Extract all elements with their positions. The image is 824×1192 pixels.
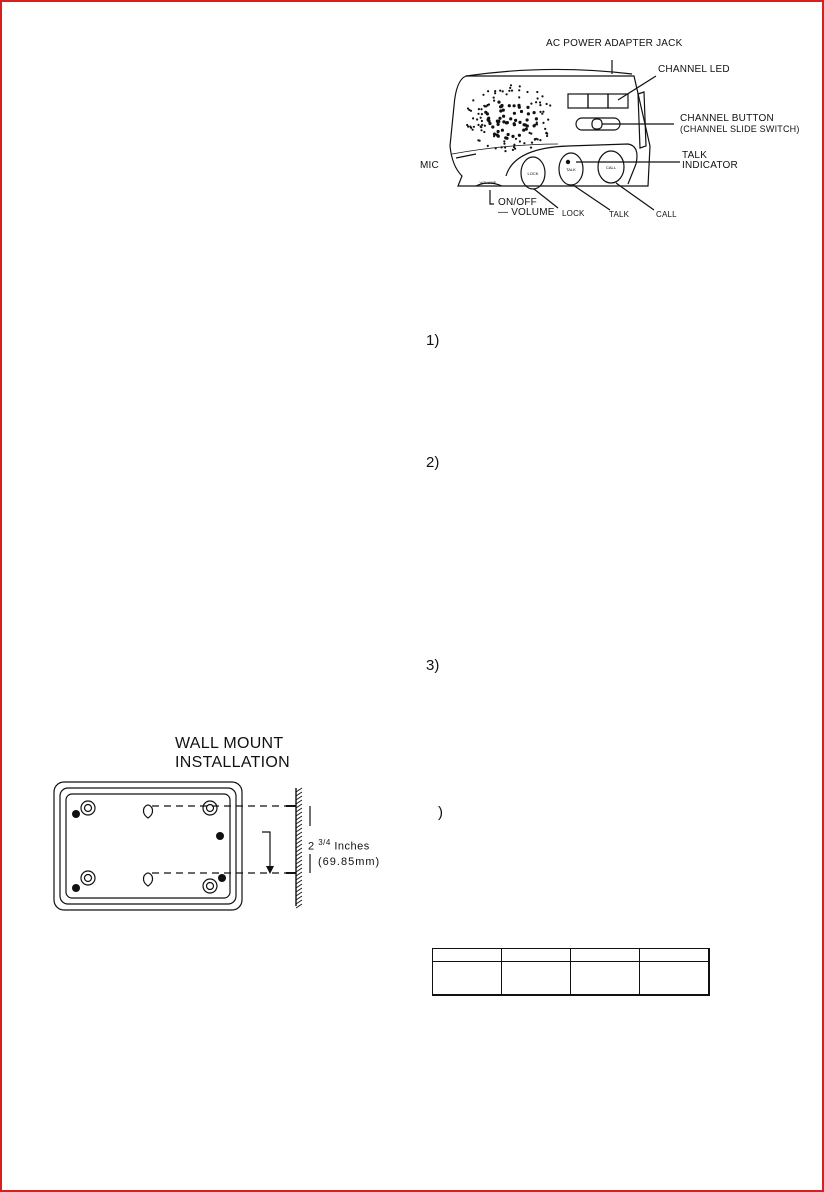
grille-dot <box>487 118 490 121</box>
grille-dot <box>478 108 480 110</box>
grille-dot <box>515 138 517 140</box>
hatch-line <box>296 808 302 812</box>
grille-dot <box>473 126 475 128</box>
grille-dot <box>518 89 520 91</box>
grille-dot <box>480 126 482 128</box>
grille-dot <box>499 109 502 112</box>
wall-mount-title-line1: WALL MOUNT <box>175 735 284 752</box>
callout-talk-indicator-line1: TALK <box>682 150 708 161</box>
grille-dot <box>539 111 541 113</box>
speaker-grille <box>466 84 551 152</box>
grille-dot <box>503 140 505 142</box>
callout-call: CALL <box>656 210 677 219</box>
leader-mic <box>456 154 476 158</box>
hatch-line <box>296 796 302 800</box>
dimension-metric: (69.85mm) <box>318 856 381 868</box>
talk-button-text: TALK <box>566 167 576 172</box>
grille-dot <box>512 149 514 151</box>
grille-dot <box>522 129 525 132</box>
grille-dot <box>491 125 494 128</box>
keyhole-slot-bottom <box>144 873 153 886</box>
grille-dot <box>535 101 537 103</box>
grille-dot <box>539 101 541 103</box>
grille-dot <box>523 142 525 144</box>
hatch-line <box>296 876 302 880</box>
grille-dot <box>537 97 539 99</box>
grille-dot <box>549 104 551 106</box>
hatch-line <box>296 832 302 836</box>
table-cell <box>571 962 640 996</box>
leader-on-off <box>490 190 494 204</box>
callout-lock: LOCK <box>562 209 585 218</box>
grille-dot <box>503 143 505 145</box>
grille-dot <box>518 134 521 137</box>
table-row <box>433 949 710 962</box>
callout-talk-indicator-line2: INDICATOR <box>682 160 738 171</box>
grille-dot <box>545 132 547 134</box>
wall-mount-diagram <box>52 780 312 914</box>
grille-dot <box>534 124 536 126</box>
step-1-number: 1) <box>426 332 440 349</box>
talk-indicator-dot <box>566 160 570 164</box>
grille-dot <box>497 101 500 104</box>
grille-dot <box>518 121 521 124</box>
grille-dot <box>508 90 510 92</box>
base-outer-outline <box>54 782 242 910</box>
grille-dot <box>514 119 517 122</box>
grille-dot <box>517 104 520 107</box>
dot-right-middle <box>216 832 224 840</box>
dot-bottom-left <box>72 884 80 892</box>
hatch-line <box>296 868 302 872</box>
leader-call <box>616 183 654 210</box>
table-row <box>433 962 710 996</box>
grille-dot <box>493 100 495 102</box>
wall-mount-title <box>175 734 290 772</box>
table-cell <box>571 949 640 962</box>
dimension-whole: 2 <box>308 840 315 853</box>
grille-dot <box>480 117 482 119</box>
grille-dot <box>539 139 541 141</box>
hatch-line <box>296 844 302 848</box>
boss-top-right <box>203 801 217 815</box>
leader-channel-led <box>618 76 656 100</box>
grille-dot <box>484 125 486 127</box>
grille-dot <box>472 117 474 119</box>
callout-channel-led: CHANNEL LED <box>658 64 730 75</box>
grille-dot <box>502 115 505 118</box>
callout-mic: MIC <box>420 160 439 171</box>
grille-dot <box>493 97 495 99</box>
grille-dot <box>546 103 548 105</box>
grille-dot <box>513 104 516 107</box>
mount-arrow-shaft <box>262 832 270 868</box>
hatch-line <box>296 884 302 888</box>
grille-dot <box>513 112 516 115</box>
grille-dot <box>526 118 529 121</box>
grille-dot <box>495 147 497 149</box>
grille-dot <box>511 135 514 138</box>
grille-dot <box>535 117 538 120</box>
table-cell <box>640 949 710 962</box>
step-4-number: ) <box>438 804 443 821</box>
grille-dot <box>488 103 490 105</box>
hatch-line <box>296 896 302 900</box>
grille-dot <box>536 91 538 93</box>
hatch-line <box>296 828 302 832</box>
grille-dot <box>501 146 503 148</box>
hatch-line <box>296 836 302 840</box>
grille-dot <box>509 87 511 89</box>
grille-dot <box>544 128 546 130</box>
spec-table-body <box>433 949 710 996</box>
grille-dot <box>523 123 526 126</box>
grille-dot <box>477 124 479 126</box>
hatch-line <box>296 872 302 876</box>
hatch-line <box>296 816 302 820</box>
callout-ac-power-jack: AC POWER ADAPTER JACK <box>546 38 683 49</box>
grille-dot <box>518 96 520 98</box>
callout-channel-button: CHANNEL BUTTON <box>680 113 774 124</box>
grille-dot <box>500 104 503 107</box>
hatch-line <box>296 824 302 828</box>
grille-dot <box>513 122 516 125</box>
grille-dot <box>477 113 479 115</box>
intercom-body-outline <box>450 76 650 186</box>
grille-dot <box>470 127 472 129</box>
grille-dot <box>483 105 485 107</box>
grille-dot <box>494 92 496 94</box>
grille-dot <box>472 99 474 101</box>
grille-dot <box>487 145 489 147</box>
grille-dot <box>530 147 532 149</box>
grille-dot <box>508 104 511 107</box>
intercom-top-edge <box>466 69 632 76</box>
grille-dot <box>542 111 544 113</box>
hatch-line <box>296 852 302 856</box>
grille-dot <box>541 95 543 97</box>
callout-on-off: ON/OFF <box>498 197 537 208</box>
grille-dot <box>496 120 499 123</box>
callout-volume: — VOLUME <box>498 207 555 218</box>
grille-dot <box>513 144 515 146</box>
grille-dot <box>497 130 500 133</box>
dot-top-left <box>72 810 80 818</box>
grille-dot <box>526 106 529 109</box>
grille-dot <box>536 122 538 124</box>
keyhole-slot-top <box>144 805 153 818</box>
hatch-line <box>296 860 302 864</box>
dot-bottom-right <box>218 874 226 882</box>
grille-dot <box>504 146 506 148</box>
grille-dot <box>533 111 536 114</box>
boss-bottom-left-inner <box>85 875 92 882</box>
hatch-line <box>296 812 302 816</box>
hatch-line <box>296 856 302 860</box>
boss-top-left-inner <box>85 805 92 812</box>
step-2-number: 2) <box>426 454 440 471</box>
callout-talk: TALK <box>609 210 630 219</box>
grille-dot <box>527 112 530 115</box>
hatch-line <box>296 800 302 804</box>
grille-dot <box>506 93 508 95</box>
grille-dot <box>511 90 513 92</box>
grille-dot <box>476 118 478 120</box>
grille-dot <box>482 94 484 96</box>
channel-led-2 <box>588 94 608 108</box>
grille-dot <box>480 108 482 110</box>
table-cell <box>502 962 571 996</box>
grille-dot <box>530 103 532 105</box>
callout-channel-slide-switch: (CHANNEL SLIDE SWITCH) <box>680 124 800 134</box>
grille-dot <box>520 110 523 113</box>
grille-dot <box>480 129 482 131</box>
channel-slide-knob <box>592 119 602 129</box>
hatch-line <box>296 900 302 904</box>
hatch-line <box>296 880 302 884</box>
grille-dot <box>467 107 469 109</box>
spec-table <box>432 948 710 996</box>
channel-led-1 <box>568 94 588 108</box>
callout-volume-text: VOLUME <box>511 207 555 218</box>
hatch-line <box>296 804 302 808</box>
boss-bottom-left <box>81 871 95 885</box>
grille-dot <box>494 90 496 92</box>
grille-dot <box>493 135 495 137</box>
hatch-line <box>296 888 302 892</box>
grille-dot <box>542 122 544 124</box>
grille-dot <box>531 142 533 144</box>
table-cell <box>433 962 502 996</box>
grille-dot <box>519 140 521 142</box>
grille-dot <box>498 117 501 120</box>
hatch-line <box>296 792 302 796</box>
table-cell <box>640 962 710 996</box>
grille-dot <box>526 124 529 127</box>
dimension-unit: Inches <box>334 840 370 853</box>
dimension-inches <box>308 838 370 853</box>
hatch-line <box>296 892 302 896</box>
table-cell <box>433 949 502 962</box>
step-3-number: 3) <box>426 657 440 674</box>
grille-dot <box>510 84 512 86</box>
grille-dot <box>481 120 483 122</box>
grille-dot <box>504 136 507 139</box>
grille-dot <box>519 85 521 87</box>
grille-dot <box>539 104 541 106</box>
grille-dot <box>481 113 483 115</box>
wall-hatching <box>296 788 302 908</box>
grille-dot <box>526 91 528 93</box>
boss-bottom-right-inner <box>207 883 214 890</box>
hatch-line <box>296 848 302 852</box>
boss-bottom-right <box>203 879 217 893</box>
grille-dot <box>497 123 500 126</box>
grille-dot <box>509 117 512 120</box>
grille-dot <box>534 138 536 140</box>
boss-top-left <box>81 801 95 815</box>
grille-dot <box>496 133 499 136</box>
grille-dot <box>502 120 505 123</box>
grille-dot <box>507 133 510 136</box>
grille-dot <box>513 146 515 148</box>
grille-dot <box>529 132 531 134</box>
hatch-line <box>296 864 302 868</box>
grille-dot <box>501 129 504 132</box>
front-panel <box>506 144 637 184</box>
call-button-text: CALL <box>605 165 617 170</box>
hatch-line <box>296 904 302 908</box>
volume-wheel-text: VOLUME <box>479 180 497 185</box>
grille-dot <box>541 113 543 115</box>
leader-talk <box>573 185 610 210</box>
leader-lock <box>534 189 558 208</box>
grille-dot <box>466 124 468 126</box>
hatch-line <box>296 840 302 844</box>
grille-dot <box>483 131 485 133</box>
grille-dot <box>472 129 474 131</box>
grille-dot <box>547 119 549 121</box>
grille-dot <box>504 150 506 152</box>
grille-dot <box>487 90 489 92</box>
grille-dot <box>499 90 501 92</box>
grille-dot <box>486 112 489 115</box>
table-cell <box>502 949 571 962</box>
grille-dot <box>502 90 504 92</box>
grille-dot <box>481 124 483 126</box>
hatch-line <box>296 820 302 824</box>
lock-button-text: LOCK <box>527 171 539 176</box>
grille-dot <box>546 135 548 137</box>
dimension-fraction: 3/4 <box>318 838 331 847</box>
grille-dot <box>479 140 481 142</box>
wall-mount-title-line2: INSTALLATION <box>175 754 291 771</box>
hatch-line <box>296 788 302 792</box>
